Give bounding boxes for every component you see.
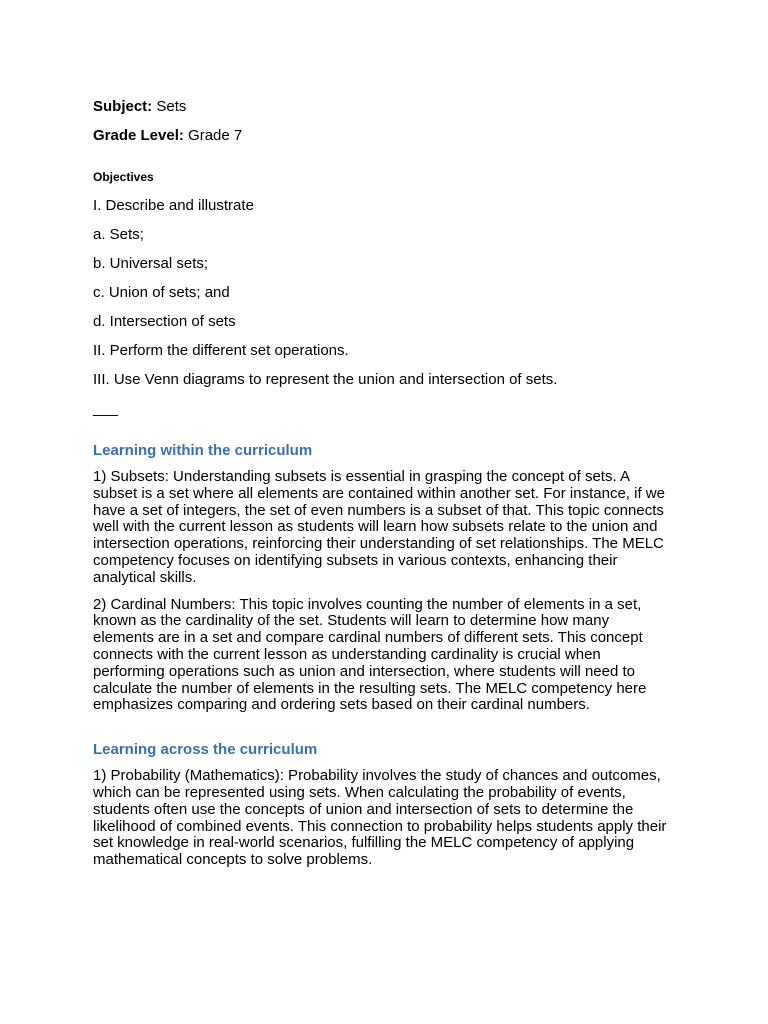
- grade-line: [93, 127, 673, 145]
- paragraph-probability: 1) Probability (Mathematics): Probability involves the study of chances and outcomes, which can be represented using sets. When calculating the probability of events, students often use the concepts of union and intersection of sets to determine the likelihood of combined events. This connection to probability helps students apply their set knowledge in real-world scenarios, fulfilling the MELC competency of applying mathematical concepts to solve problems.: [93, 767, 667, 869]
- objective-item: d. Intersection of sets: [93, 313, 236, 330]
- objective-item: III. Use Venn diagrams to represent the union and intersection of sets.: [93, 371, 558, 388]
- objective-item: c. Union of sets; and: [93, 284, 230, 301]
- objective-item: II. Perform the different set operations.: [93, 342, 349, 359]
- section-heading-across: Learning across the curriculum: [93, 741, 318, 759]
- section-separator: ___: [93, 400, 119, 417]
- section-heading-within: Learning within the curriculum: [93, 442, 313, 459]
- paragraph-subsets: 1) Subsets: Understanding subsets is essential in grasping the concept of sets. A subset is a set where all elements are contained within another set. For instance, if we have a set of integers, the set of even numbers is a subset of that. This topic connects well with the current lesson as students will learn how subsets relate to the union and intersection operations, reinforcing their understanding of set relationships. The MELC competency focuses on identifying subsets in various contexts, enhancing their analytical skills.: [93, 468, 665, 586]
- grade-value: Grade 7: [188, 127, 243, 144]
- subject-label: Subject:: [93, 98, 153, 115]
- subject-line: [93, 98, 673, 116]
- paragraph-cardinal-numbers: 2) Cardinal Numbers: This topic involves counting the number of elements in a set, known as the cardinality of the set. Students will learn to determine how many elements are in a set and compare cardinal numbers of different sets. This concept connects with the current lesson as understanding cardinality is crucial when performing operations such as union and intersection, where students will need to calculate the number of elements in the resulting sets. The MELC competency here emphasizes comparing and ordering sets based on their cardinal numbers.: [93, 595, 647, 714]
- objective-item: b. Universal sets;: [93, 255, 209, 272]
- objectives-heading: Objectives: [93, 170, 154, 184]
- subject-value: Sets: [156, 98, 187, 115]
- document-page: [93, 98, 673, 879]
- objectives-list: [93, 197, 673, 389]
- objective-item: a. Sets;: [93, 226, 144, 243]
- objective-item: I. Describe and illustrate: [93, 197, 254, 214]
- grade-label: Grade Level:: [93, 127, 184, 144]
